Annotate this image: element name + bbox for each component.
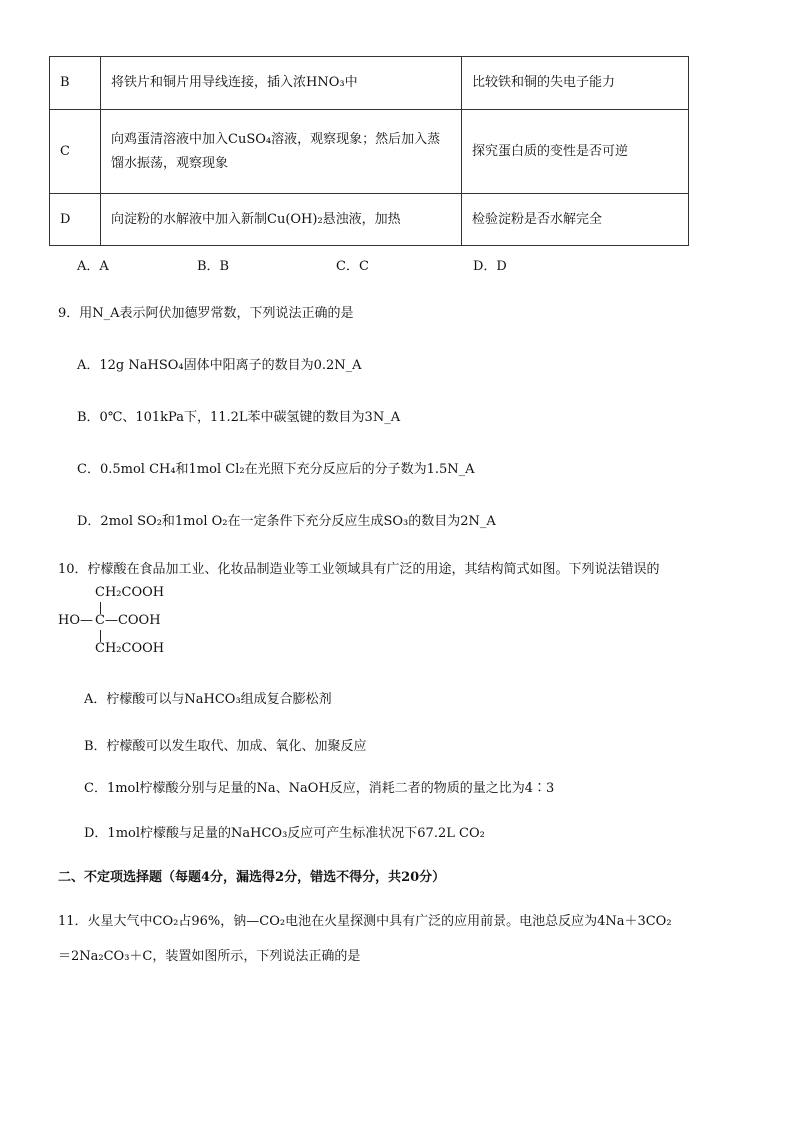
q9-option-a[interactable]: A．12g NaHSO₄固体中阳离子的数目为0.2N_A [77, 358, 362, 373]
q10-option-b[interactable]: B．柠檬酸可以发生取代、加成、氧化、加聚反应 [84, 739, 367, 754]
row-purpose: 比较铁和铜的失电子能力 [462, 57, 689, 110]
section-heading: 二、不定项选择题（每题4分，漏选得2分，错选不得分，共20分） [58, 870, 446, 885]
structure-center: C—COOH [95, 613, 161, 628]
structure-bottom: CH₂COOH [95, 641, 165, 656]
choice-d[interactable]: D．D [473, 259, 507, 274]
row-action [101, 110, 462, 194]
row-action-line: 向鸡蛋清溶液中加入CuSO₄溶液，观察现象；然后加入蒸 [111, 131, 441, 147]
q9-option-c[interactable]: C．0.5mol CH₄和1mol Cl₂在光照下充分反应后的分子数为1.5N_A [77, 462, 475, 477]
q10-option-d[interactable]: D．1mol柠檬酸与足量的NaHCO₃反应可产生标准状况下67.2L CO₂ [84, 826, 485, 841]
q10-option-a[interactable]: A．柠檬酸可以与NaHCO₃组成复合膨松剂 [84, 692, 332, 707]
structure-left: HO— [58, 613, 93, 628]
row-key: C [50, 110, 101, 194]
experiment-table [49, 56, 689, 246]
choice-c[interactable]: C．C [336, 259, 369, 274]
q9-option-b[interactable]: B．0℃、101kPa下，11.2L苯中碳氢键的数目为3N_A [77, 410, 401, 425]
row-action: 向淀粉的水解液中加入新制Cu(OH)₂悬浊液，加热 [101, 194, 462, 246]
row-key: B [50, 57, 101, 110]
q11-stem-line1: 11．火星大气中CO₂占96%，钠—CO₂电池在火星探测中具有广泛的应用前景。电池总反应为4Na＋3CO₂ [58, 914, 672, 929]
choice-a[interactable]: A．A [77, 259, 109, 274]
row-key: D [50, 194, 101, 246]
q9-option-d[interactable]: D．2mol SO₂和1mol O₂在一定条件下充分反应生成SO₃的数目为2N_A [77, 514, 496, 529]
row-action-line: 馏水振荡，观察现象 [111, 155, 229, 171]
row-purpose: 探究蛋白质的变性是否可逆 [462, 110, 689, 194]
row-purpose: 检验淀粉是否水解完全 [462, 194, 689, 246]
choice-b[interactable]: B．B [197, 259, 230, 274]
structure-top: CH₂COOH [95, 585, 165, 600]
table-row [50, 57, 689, 110]
row-action: 将铁片和铜片用导线连接，插入浓HNO₃中 [101, 57, 462, 110]
citric-acid-structure [58, 585, 198, 660]
q10-option-c[interactable]: C．1mol柠檬酸分别与足量的Na、NaOH反应，消耗二者的物质的量之比为4∶3 [84, 781, 555, 796]
table-row [50, 194, 689, 246]
table-row [50, 110, 689, 194]
q9-stem: 9．用N_A表示阿伏加德罗常数，下列说法正确的是 [58, 306, 354, 321]
q11-stem-line2: ＝2Na₂CO₃＋C，装置如图所示，下列说法正确的是 [58, 949, 361, 964]
q10-stem: 10．柠檬酸在食品加工业、化妆品制造业等工业领域具有广泛的用途，其结构简式如图。下列说法错误的 [58, 562, 660, 577]
